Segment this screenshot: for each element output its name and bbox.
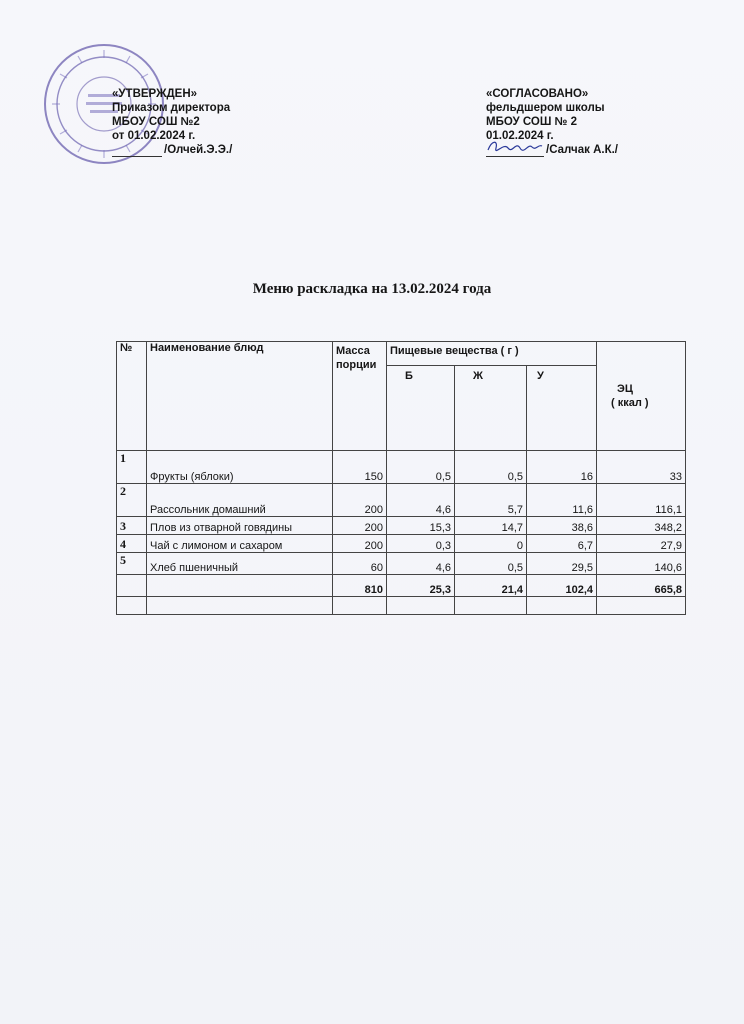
total-fats: 21,4 <box>455 575 527 597</box>
portion-mass: 200 <box>333 517 387 535</box>
fats-value: 0 <box>455 535 527 553</box>
header-carbs: У <box>527 366 597 451</box>
fats-value: 0,5 <box>455 451 527 484</box>
header-proteins: Б <box>387 366 455 451</box>
menu-table <box>116 341 686 615</box>
approval-signer: /Олчей.Э.Э./ <box>164 144 233 156</box>
proteins-value: 4,6 <box>387 484 455 517</box>
row-number: 1 <box>117 451 147 484</box>
total-mass: 810 <box>333 575 387 597</box>
fats-value: 5,7 <box>455 484 527 517</box>
header-nutrients: Пищевые вещества ( г ) <box>387 342 597 366</box>
agreement-line-school: МБОУ СОШ № 2 <box>486 116 577 128</box>
carbs-value: 16 <box>527 451 597 484</box>
approval-block <box>112 87 232 157</box>
carbs-value: 29,5 <box>527 553 597 575</box>
approval-line-order: Приказом директора <box>112 102 231 114</box>
header-energy-label: ЭЦ <box>617 383 633 395</box>
header-fats: Ж <box>455 366 527 451</box>
handwritten-signature-nurse <box>486 144 544 157</box>
signature-line-director <box>112 156 162 157</box>
dish-name: Фрукты (яблоки) <box>147 451 333 484</box>
row-number: 2 <box>117 484 147 517</box>
empty-row <box>117 597 686 615</box>
energy-value: 27,9 <box>597 535 686 553</box>
header-dish-name: Наименование блюд <box>147 342 333 451</box>
portion-mass: 200 <box>333 535 387 553</box>
approval-heading: «УТВЕРЖДЕН» <box>112 88 198 100</box>
portion-mass: 150 <box>333 451 387 484</box>
header-number: № <box>117 342 147 451</box>
row-number: 3 <box>117 517 147 535</box>
dish-name: Хлеб пшеничный <box>147 553 333 575</box>
row-number: 5 <box>117 553 147 575</box>
header-energy <box>597 342 686 451</box>
agreement-heading: «СОГЛАСОВАНО» <box>486 88 589 100</box>
proteins-value: 15,3 <box>387 517 455 535</box>
proteins-value: 4,6 <box>387 553 455 575</box>
document-title: Меню раскладка на 13.02.2024 года <box>252 281 492 297</box>
agreement-signer: /Салчак А.К./ <box>546 144 618 156</box>
energy-value: 348,2 <box>597 517 686 535</box>
approval-line-date: от 01.02.2024 г. <box>112 130 196 142</box>
header-energy-unit: ( ккал ) <box>611 397 649 409</box>
energy-value: 33 <box>597 451 686 484</box>
approval-line-school: МБОУ СОШ №2 <box>112 116 200 128</box>
total-row <box>117 575 686 597</box>
proteins-value: 0,5 <box>387 451 455 484</box>
dish-name: Рассольник домашний <box>147 484 333 517</box>
total-proteins: 25,3 <box>387 575 455 597</box>
agreement-line-role: фельдшером школы <box>486 102 605 114</box>
carbs-value: 6,7 <box>527 535 597 553</box>
total-energy: 665,8 <box>597 575 686 597</box>
agreement-line-date: 01.02.2024 г. <box>486 130 554 142</box>
portion-mass: 200 <box>333 484 387 517</box>
carbs-value: 38,6 <box>527 517 597 535</box>
row-number: 4 <box>117 535 147 553</box>
energy-value: 116,1 <box>597 484 686 517</box>
dish-name: Чай с лимоном и сахаром <box>147 535 333 553</box>
agreement-block <box>486 87 618 157</box>
total-carbs: 102,4 <box>527 575 597 597</box>
header-portion-mass: Масса порции <box>333 342 387 451</box>
table-row <box>117 535 686 553</box>
table-row <box>117 484 686 517</box>
dish-name: Плов из отварной говядины <box>147 517 333 535</box>
fats-value: 14,7 <box>455 517 527 535</box>
table-row <box>117 517 686 535</box>
energy-value: 140,6 <box>597 553 686 575</box>
fats-value: 0,5 <box>455 553 527 575</box>
table-row <box>117 451 686 484</box>
proteins-value: 0,3 <box>387 535 455 553</box>
carbs-value: 11,6 <box>527 484 597 517</box>
table-row <box>117 553 686 575</box>
portion-mass: 60 <box>333 553 387 575</box>
